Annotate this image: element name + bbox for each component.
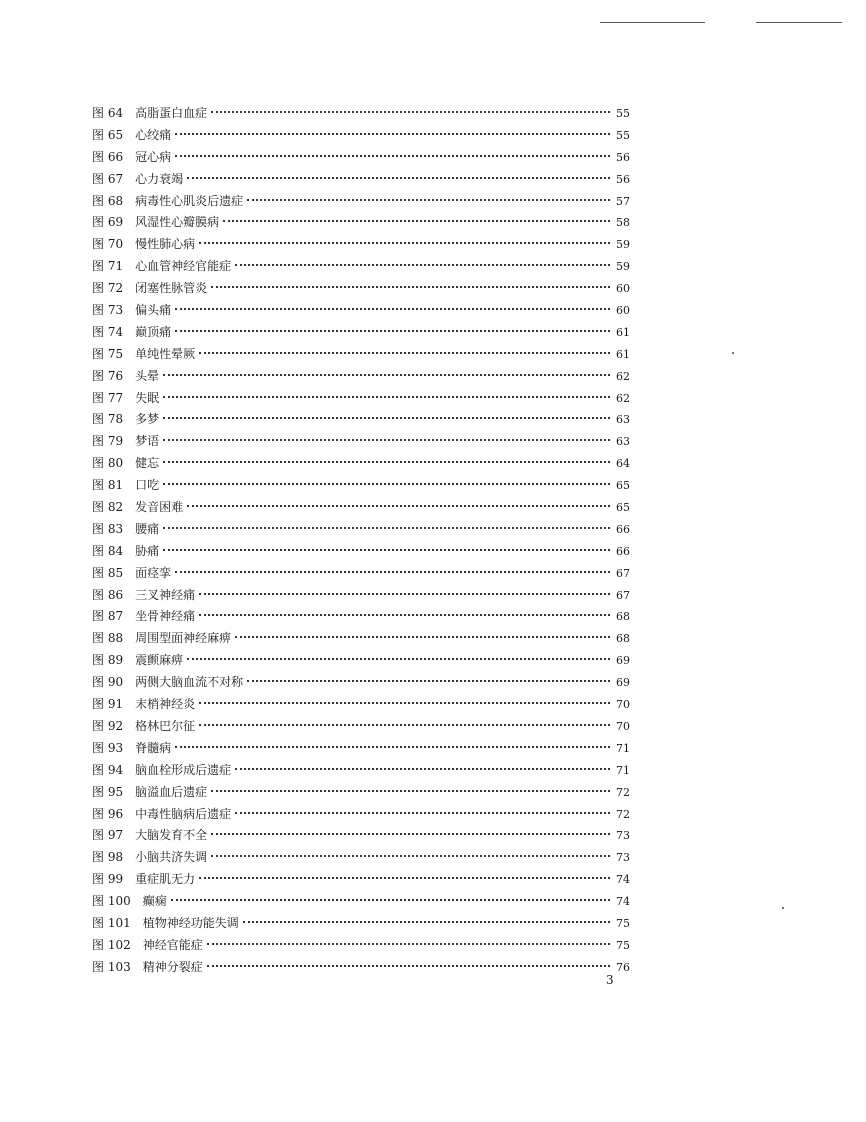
table-of-contents (92, 103, 630, 979)
toc-entry (92, 256, 630, 278)
entry-page-number: 56 (616, 172, 630, 186)
figure-number: 图 85 (92, 565, 124, 580)
entry-page-number: 67 (616, 566, 630, 580)
toc-entry (92, 563, 630, 585)
dot-leader (211, 111, 610, 113)
toc-entry (92, 519, 630, 541)
entry-page-number: 60 (616, 304, 630, 318)
entry-title: 风湿性心瓣膜病 (135, 215, 220, 230)
toc-entry (92, 125, 630, 147)
entry-title: 失眠 (135, 390, 160, 405)
entry-title: 单纯性晕厥 (135, 346, 196, 361)
figure-number: 图 65 (92, 127, 124, 142)
toc-entry (92, 628, 630, 650)
toc-entry (92, 694, 630, 716)
figure-number: 图 96 (92, 806, 124, 821)
entry-page-number: 70 (616, 698, 630, 712)
dot-leader (247, 199, 610, 201)
figure-number: 图 92 (92, 718, 124, 733)
dot-leader (199, 352, 610, 354)
figure-number: 图 71 (92, 259, 124, 274)
figure-number: 图 67 (92, 171, 124, 186)
entry-title: 头晕 (135, 368, 160, 383)
toc-entry (92, 497, 630, 519)
figure-number: 图 99 (92, 872, 124, 887)
figure-number: 图 77 (92, 390, 124, 405)
entry-page-number: 66 (616, 522, 630, 536)
entry-title: 腰痛 (135, 521, 160, 536)
dot-leader (163, 549, 610, 551)
scan-speck (732, 352, 734, 354)
dot-leader (163, 417, 610, 419)
figure-number: 图 86 (92, 587, 124, 602)
toc-entry (92, 650, 630, 672)
toc-entry (92, 869, 630, 891)
figure-number: 图 94 (92, 762, 124, 777)
dot-leader (199, 702, 610, 704)
entry-title: 坐骨神经痛 (135, 609, 196, 624)
toc-entry (92, 913, 630, 935)
toc-entry (92, 738, 630, 760)
toc-entry (92, 278, 630, 300)
dot-leader (223, 220, 610, 222)
figure-number: 图 102 (92, 937, 131, 952)
dot-leader (163, 527, 610, 529)
entry-page-number: 55 (616, 107, 630, 120)
figure-number: 图 69 (92, 215, 124, 230)
entry-title: 胁痛 (135, 543, 160, 558)
entry-title: 梦语 (135, 434, 160, 449)
entry-title: 脊髓病 (135, 740, 172, 755)
entry-page-number: 66 (616, 544, 630, 558)
toc-entry (92, 672, 630, 694)
entry-title: 高脂蛋白血症 (135, 106, 208, 120)
entry-title: 震颤麻痹 (135, 653, 184, 668)
dot-leader (175, 571, 610, 573)
scan-rule-line (600, 22, 705, 23)
toc-entry (92, 431, 630, 453)
dot-leader (175, 155, 610, 157)
entry-page-number: 74 (616, 895, 630, 909)
scan-rule-line (756, 22, 842, 23)
entry-title: 冠心病 (135, 149, 172, 164)
dot-leader (211, 855, 610, 857)
dot-leader (199, 724, 610, 726)
figure-number: 图 98 (92, 850, 124, 865)
entry-page-number: 59 (616, 238, 630, 252)
dot-leader (235, 768, 610, 770)
entry-page-number: 61 (616, 325, 630, 339)
dot-leader (163, 396, 610, 398)
entry-title: 中毒性脑病后遗症 (135, 806, 232, 821)
dot-leader (163, 461, 610, 463)
figure-number: 图 100 (92, 894, 131, 909)
entry-page-number: 69 (616, 654, 630, 668)
figure-number: 图 97 (92, 828, 124, 843)
dot-leader (199, 614, 610, 616)
toc-entry (92, 957, 630, 979)
figure-number: 图 74 (92, 324, 124, 339)
figure-number: 图 80 (92, 456, 124, 471)
entry-title: 两侧大脑血流不对称 (135, 675, 244, 690)
entry-page-number: 69 (616, 676, 630, 690)
entry-page-number: 72 (616, 785, 630, 799)
entry-title: 重症肌无力 (135, 872, 196, 887)
entry-page-number: 74 (616, 873, 630, 887)
toc-entry (92, 804, 630, 826)
entry-page-number: 62 (616, 391, 630, 405)
toc-entry (92, 825, 630, 847)
dot-leader (243, 921, 610, 923)
entry-title: 脑溢血后遗症 (135, 784, 208, 799)
figure-number: 图 101 (92, 915, 131, 930)
dot-leader (211, 833, 610, 835)
entry-page-number: 68 (616, 632, 630, 646)
dot-leader (175, 133, 610, 135)
toc-entry (92, 541, 630, 563)
entry-title: 心血管神经官能症 (135, 259, 232, 274)
entry-title: 癫痫 (142, 894, 167, 909)
figure-number: 图 83 (92, 521, 124, 536)
entry-page-number: 56 (616, 150, 630, 164)
entry-page-number: 73 (616, 829, 630, 843)
toc-entry (92, 191, 630, 213)
toc-entry (92, 169, 630, 191)
entry-title: 健忘 (135, 456, 160, 471)
entry-title: 大脑发育不全 (135, 828, 208, 843)
dot-leader (235, 264, 610, 266)
figure-number: 图 90 (92, 675, 124, 690)
dot-leader (207, 943, 610, 945)
toc-entry (92, 366, 630, 388)
entry-page-number: 58 (616, 216, 630, 230)
figure-number: 图 70 (92, 237, 124, 252)
entry-page-number: 62 (616, 369, 630, 383)
entry-title: 偏头痛 (135, 303, 172, 318)
entry-title: 病毒性心肌炎后遗症 (135, 193, 244, 208)
entry-title: 多梦 (135, 412, 160, 427)
entry-page-number: 71 (616, 741, 630, 755)
entry-title: 口吃 (135, 478, 160, 493)
entry-title: 发音困难 (135, 500, 184, 515)
dot-leader (175, 746, 610, 748)
entry-page-number: 63 (616, 413, 630, 427)
dot-leader (199, 242, 610, 244)
entry-title: 格林巴尔征 (135, 718, 196, 733)
entry-title: 末梢神经炎 (135, 697, 196, 712)
entry-page-number: 65 (616, 501, 630, 515)
entry-page-number: 65 (616, 479, 630, 493)
dot-leader (247, 680, 610, 682)
dot-leader (235, 812, 610, 814)
entry-title: 面痉挛 (135, 565, 172, 580)
dot-leader (207, 965, 610, 967)
entry-page-number: 72 (616, 807, 630, 821)
dot-leader (163, 439, 610, 441)
toc-entry (92, 388, 630, 410)
toc-entry (92, 606, 630, 628)
entry-page-number: 67 (616, 588, 630, 602)
entry-title: 植物神经功能失调 (142, 915, 239, 930)
figure-number: 图 72 (92, 281, 124, 296)
figure-number: 图 84 (92, 543, 124, 558)
scan-speck (782, 907, 784, 909)
dot-leader (187, 177, 610, 179)
dot-leader (175, 330, 610, 332)
toc-entry (92, 322, 630, 344)
figure-number: 图 66 (92, 149, 124, 164)
figure-number: 图 81 (92, 478, 124, 493)
entry-page-number: 75 (616, 916, 630, 930)
entry-title: 慢性肺心病 (135, 237, 196, 252)
entry-page-number: 73 (616, 851, 630, 865)
entry-page-number: 71 (616, 763, 630, 777)
toc-entry (92, 935, 630, 957)
entry-page-number: 55 (616, 128, 630, 142)
figure-number: 图 91 (92, 697, 124, 712)
toc-entry (92, 716, 630, 738)
figure-number: 图 93 (92, 740, 124, 755)
figure-number: 图 73 (92, 303, 124, 318)
dot-leader (211, 790, 610, 792)
dot-leader (187, 658, 610, 660)
toc-entry (92, 453, 630, 475)
entry-page-number: 68 (616, 610, 630, 624)
entry-title: 三叉神经痛 (135, 587, 196, 602)
figure-number: 图 68 (92, 193, 124, 208)
entry-title: 周围型面神经麻痹 (135, 631, 232, 646)
dot-leader (199, 877, 610, 879)
entry-page-number: 60 (616, 282, 630, 296)
toc-entry (92, 147, 630, 169)
entry-title: 心绞痛 (135, 127, 172, 142)
page-number: 3 (606, 973, 614, 987)
toc-entry (92, 585, 630, 607)
dot-leader (163, 374, 610, 376)
entry-title: 小脑共济失调 (135, 850, 208, 865)
dot-leader (187, 505, 610, 507)
dot-leader (171, 899, 610, 901)
entry-title: 巅顶痛 (135, 324, 172, 339)
toc-entry (92, 234, 630, 256)
toc-entry (92, 760, 630, 782)
entry-page-number: 61 (616, 347, 630, 361)
entry-title: 心力衰竭 (135, 171, 184, 186)
figure-number: 图 103 (92, 959, 131, 974)
entry-title: 脑血栓形成后遗症 (135, 762, 232, 777)
figure-number: 图 95 (92, 784, 124, 799)
entry-page-number: 63 (616, 435, 630, 449)
dot-leader (163, 483, 610, 485)
toc-entry (92, 344, 630, 366)
dot-leader (199, 593, 610, 595)
entry-title: 神经官能症 (142, 937, 203, 952)
entry-page-number: 76 (616, 960, 630, 974)
entry-page-number: 64 (616, 457, 630, 471)
dot-leader (235, 636, 610, 638)
figure-number: 图 78 (92, 412, 124, 427)
figure-number: 图 87 (92, 609, 124, 624)
toc-entry (92, 212, 630, 234)
toc-entry (92, 103, 630, 125)
dot-leader (175, 308, 610, 310)
figure-number: 图 82 (92, 500, 124, 515)
figure-number: 图 75 (92, 346, 124, 361)
toc-entry (92, 891, 630, 913)
figure-number: 图 89 (92, 653, 124, 668)
entry-page-number: 70 (616, 719, 630, 733)
figure-number: 图 76 (92, 368, 124, 383)
toc-entry (92, 300, 630, 322)
toc-entry (92, 475, 630, 497)
entry-page-number: 57 (616, 194, 630, 208)
toc-entry (92, 847, 630, 869)
toc-entry (92, 409, 630, 431)
figure-number: 图 79 (92, 434, 124, 449)
toc-entry (92, 782, 630, 804)
entry-page-number: 59 (616, 260, 630, 274)
entry-title: 精神分裂症 (142, 959, 203, 974)
figure-number: 图 64 (92, 106, 124, 120)
entry-title: 闭塞性脉管炎 (135, 281, 208, 296)
figure-number: 图 88 (92, 631, 124, 646)
dot-leader (211, 286, 610, 288)
entry-page-number: 75 (616, 938, 630, 952)
